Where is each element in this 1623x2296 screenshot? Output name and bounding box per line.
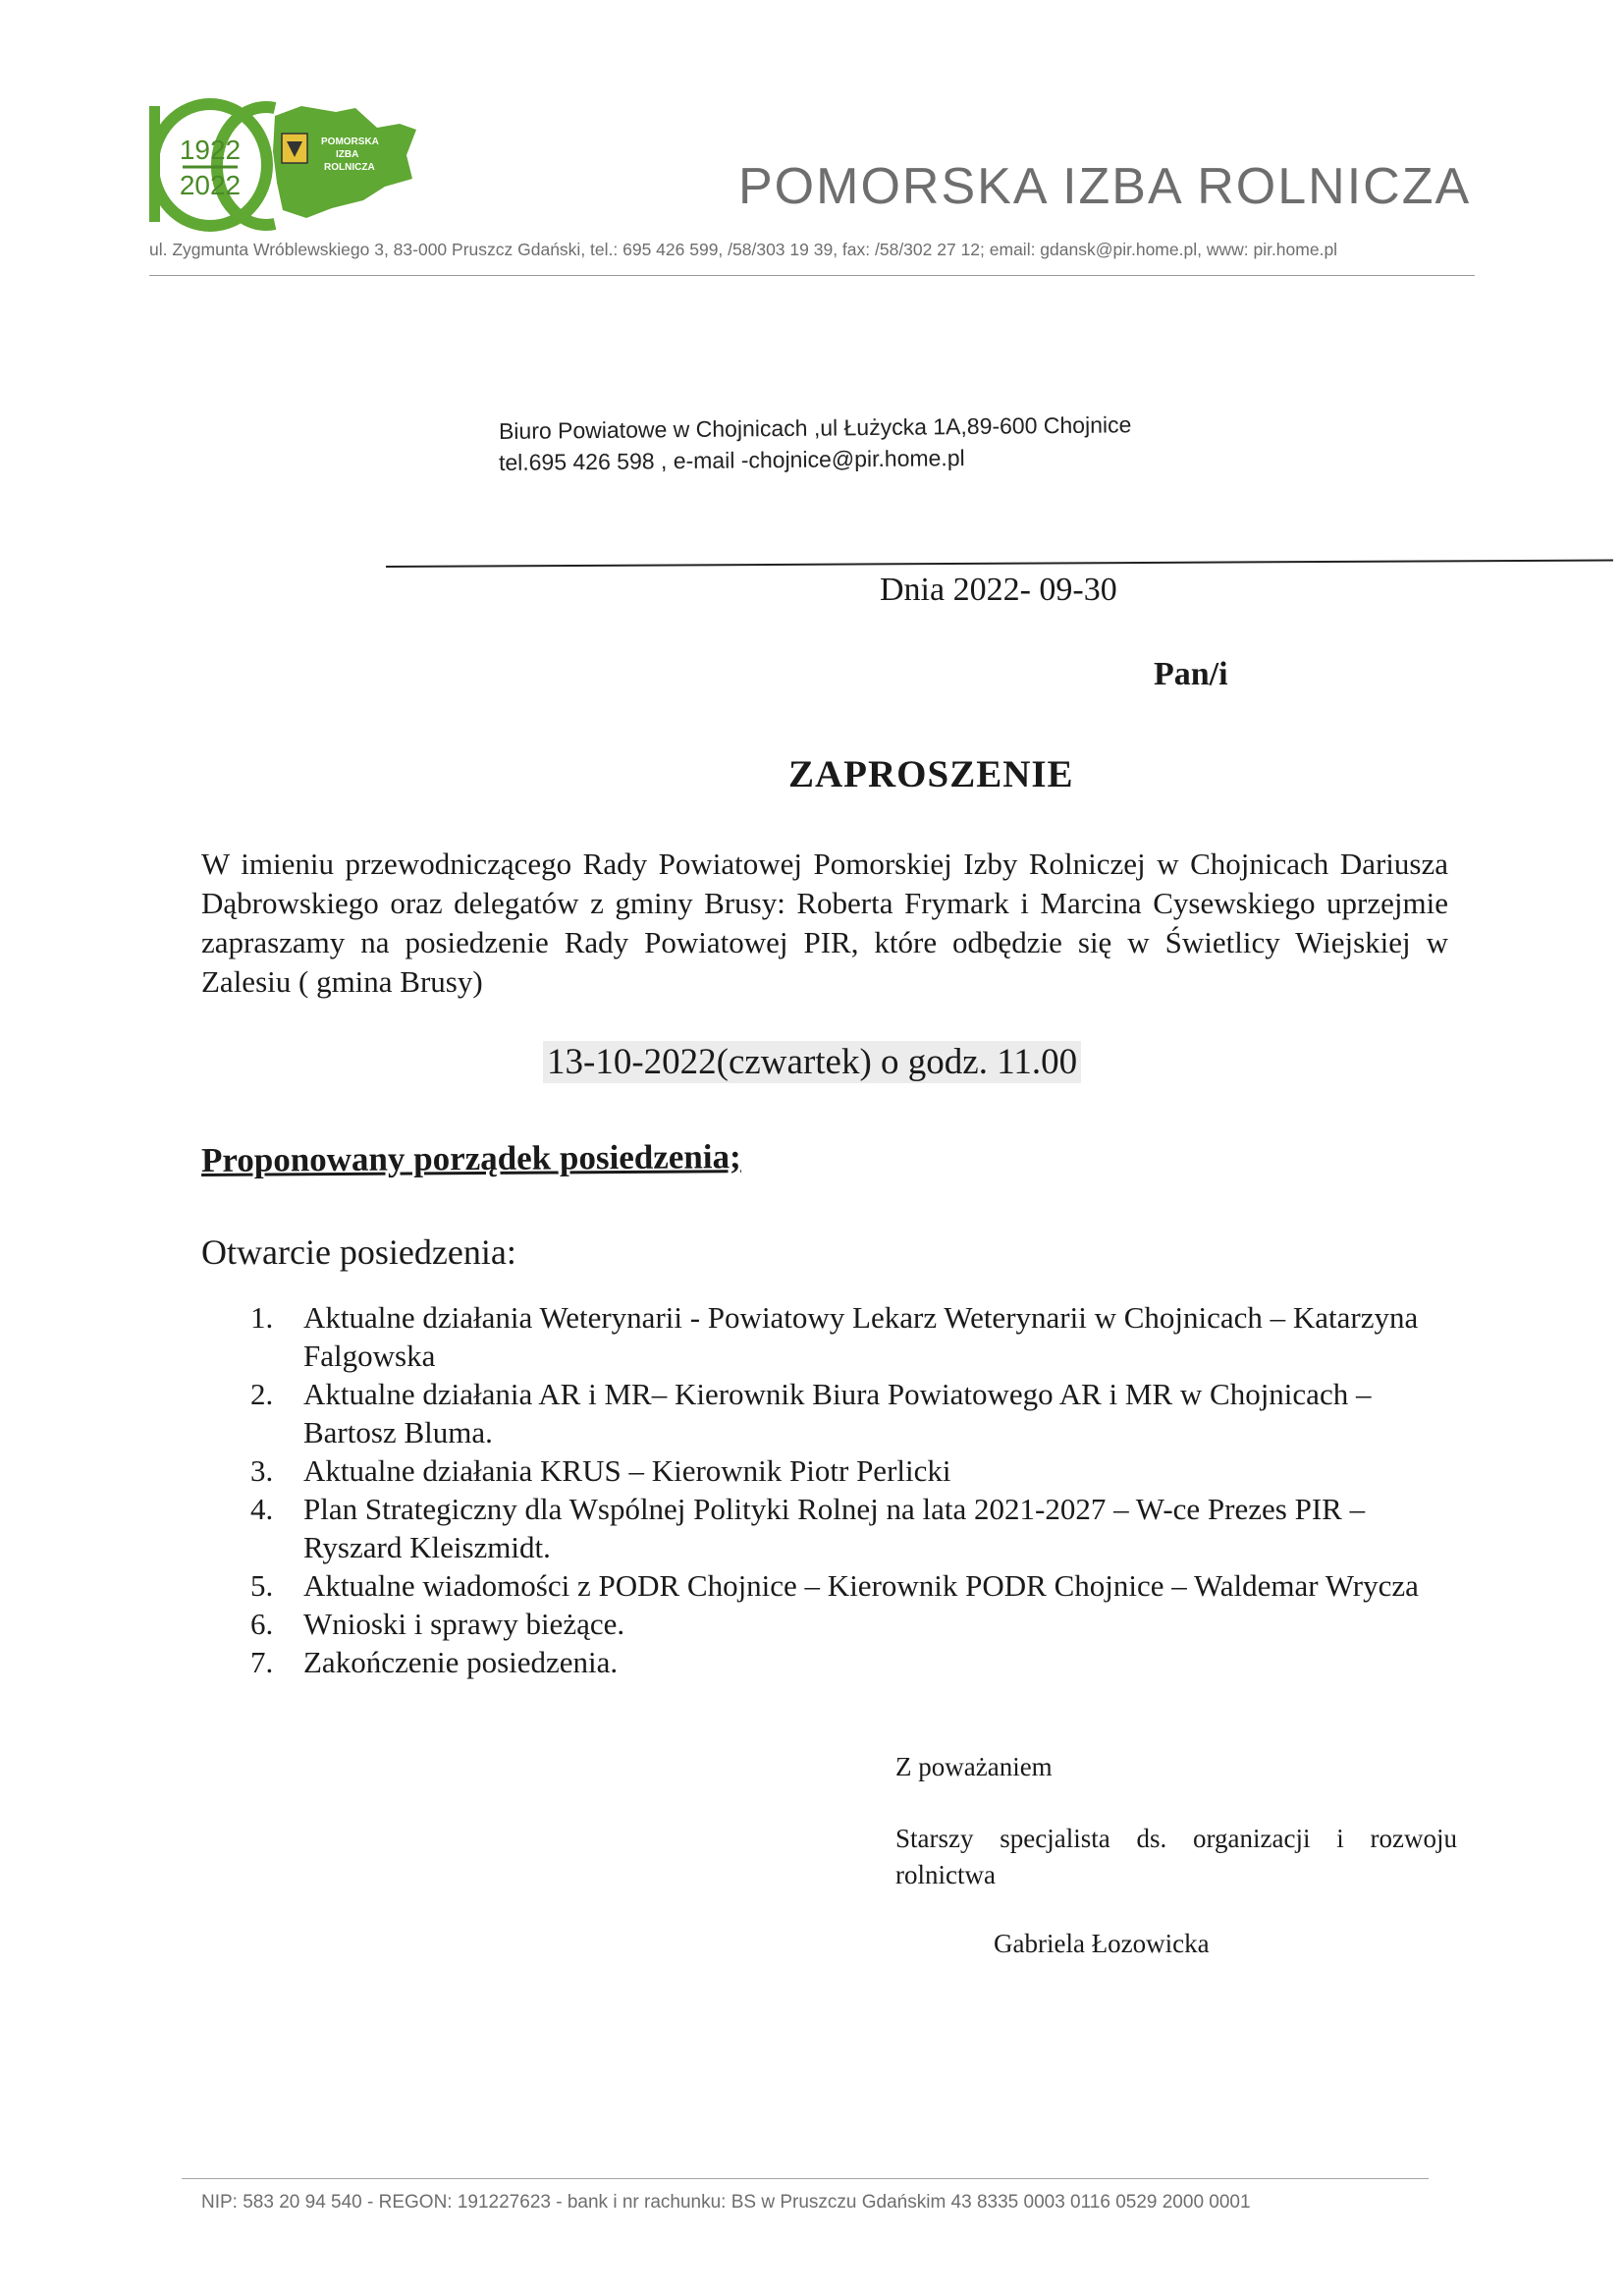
agenda-item-text: Aktualne wiadomości z PODR Chojnice – Kierownik PODR Chojnice – Waldemar Wrycza xyxy=(303,1568,1419,1603)
agenda-item-number: 1. xyxy=(250,1300,274,1335)
agenda-item xyxy=(250,1298,1468,1375)
agenda-list xyxy=(250,1298,1468,1681)
agenda-item xyxy=(250,1490,1468,1566)
footer-bank-info: NIP: 583 20 94 540 - REGON: 191227623 - bank i nr rachunku: BS w Pruszczu Gdańskim 43 8335 0003 0116 0529 2000 0001 xyxy=(201,2192,1251,2213)
agenda-item xyxy=(250,1566,1468,1605)
agenda-item-text: Zakończenie posiedzenia. xyxy=(303,1645,619,1679)
agenda-item xyxy=(250,1375,1468,1451)
signer-name: Gabriela Łozowicka xyxy=(994,1929,1210,1958)
headquarters-address: ul. Zygmunta Wróblewskiego 3, 83-000 Pruszcz Gdański, tel.: 695 426 599, /58/303 19 39, fax: /58/302 27 12; email: gdansk@pir.home.pl, www: pir.home.pl xyxy=(149,240,1338,259)
agenda-item-number: 2. xyxy=(250,1377,274,1411)
logo-year-end: 2022 xyxy=(179,170,242,200)
agenda-item-text: Aktualne działania Weterynarii - Powiatowy Lekarz Weterynarii w Chojnicach – Katarzyna Falgowska xyxy=(303,1300,1419,1373)
office-contact: tel.695 426 598 , e-mail -chojnice@pir.home.pl xyxy=(498,445,965,475)
header-divider xyxy=(386,559,1613,568)
agenda-item-number: 6. xyxy=(250,1607,274,1641)
meeting-datetime: 13-10-2022(czwartek) o godz. 11.00 xyxy=(543,1041,1081,1083)
logo-emblem-line-3: ROLNICZA xyxy=(324,162,375,173)
agenda-heading: Proponowany porządek posiedzenia; xyxy=(200,1137,741,1179)
agenda-item-number: 5. xyxy=(250,1568,274,1603)
invitation-body: W imieniu przewodniczącego Rady Powiatowej Pomorskiej Izby Rolniczej w Chojnicach Dariusza Dąbrowskiego oraz delegatów z gminy Brusy: Roberta Frymark i Marcina Cysewskiego uprzejmie zapraszamy na posiedzenie Rady Powiatowej PIR, które odbędzie się w Świetlicy Wiejskiej w Zalesiu ( gmina Brusy) xyxy=(201,847,1448,999)
agenda-item-number: 3. xyxy=(250,1453,274,1488)
agenda-item-text: Aktualne działania AR i MR– Kierownik Biura Powiatowego AR i MR w Chojnicach – Bartosz Bluma. xyxy=(303,1377,1372,1449)
agenda-item-text: Plan Strategiczny dla Wspólnej Polityki Rolnej na lata 2021-2027 – W-ce Prezes PIR – Ryszard Kleiszmidt. xyxy=(303,1492,1366,1564)
logo-year-start: 1922 xyxy=(179,135,242,165)
agenda-item-number: 7. xyxy=(250,1645,274,1679)
agenda-item xyxy=(250,1605,1468,1643)
addressee: Pan/i xyxy=(1154,656,1228,692)
opening-label: Otwarcie posiedzenia: xyxy=(201,1232,516,1272)
closing-salutation: Z poważaniem xyxy=(895,1752,1053,1781)
document-title: ZAPROSZENIE xyxy=(788,753,1074,795)
agenda-item xyxy=(250,1643,1468,1681)
footer-divider xyxy=(182,2178,1429,2179)
office-address: Biuro Powiatowe w Chojnicach ,ul Łużycka 1A,89-600 Chojnice xyxy=(498,411,1132,444)
agenda-item-text: Wnioski i sprawy bieżące. xyxy=(303,1607,625,1641)
letterhead-divider xyxy=(149,275,1475,276)
agenda-item-number: 4. xyxy=(250,1492,274,1526)
organization-name: POMORSKA IZBA ROLNICZA xyxy=(738,158,1472,215)
agenda-item xyxy=(250,1451,1468,1490)
logo-100-years xyxy=(149,98,488,236)
signer-title: Starszy specjalista ds. organizacji i rozwoju rolnictwa xyxy=(895,1824,1457,1889)
letter-date: Dnia 2022- 09-30 xyxy=(880,572,1117,608)
logo-emblem-line-1: POMORSKA xyxy=(321,137,379,147)
agenda-item-text: Aktualne działania KRUS – Kierownik Piotr Perlicki xyxy=(303,1453,951,1488)
logo-emblem-line-2: IZBA xyxy=(336,149,359,160)
